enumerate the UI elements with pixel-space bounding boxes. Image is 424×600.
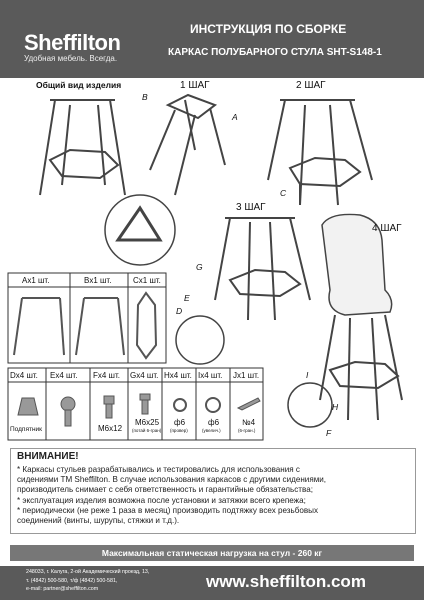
- letter-a-1: A: [232, 112, 238, 122]
- part-d-caption: Подпятник: [10, 426, 43, 433]
- warning-text: [17, 465, 413, 526]
- part-g-caption: М6x25: [135, 418, 160, 427]
- part-g-note: (потай 6-гран): [132, 428, 162, 433]
- part-d-label: Dx4 шт.: [10, 371, 38, 380]
- warning-line: * эксплуатация изделия возможна после установки и затяжки всего крепежа;: [17, 495, 306, 505]
- part-j-note: (6-гран.): [238, 428, 256, 433]
- warning-line: * периодически (не реже 1 раза в месяц) производить подтяжку всех резьбовых: [17, 505, 319, 515]
- letter-c-1: C: [280, 188, 287, 198]
- footer-bar: [0, 566, 424, 600]
- footer-address: [26, 568, 149, 594]
- part-h-label: Hx4 шт.: [164, 371, 192, 380]
- part-i-label: Ix4 шт.: [198, 371, 223, 380]
- part-f-label: Fx4 шт.: [93, 371, 120, 380]
- step2-label: 2 ШАГ: [296, 80, 326, 91]
- brand-slogan: Удобная мебель. Всегда.: [24, 54, 118, 63]
- part-f-caption: М6x12: [98, 424, 123, 433]
- address-line: т. (4842) 500-580, т/ф (4842) 500-581,: [26, 577, 118, 584]
- warning-line: соединений (винты, шурупы, стяжки и т.д.).: [17, 516, 180, 526]
- letter-e-1: E: [184, 293, 190, 303]
- step3-label: 3 ШАГ: [236, 202, 266, 213]
- warning-title: ВНИМАНИЕ!: [17, 451, 79, 462]
- page-title: ИНСТРУКЦИЯ ПО СБОРКЕ: [190, 22, 347, 36]
- overview-frame-drawing: [40, 100, 125, 195]
- address-line: 248033, г. Калуга, 2-ой Академический проезд, 13,: [26, 569, 150, 575]
- part-i-note: (увелич.): [202, 428, 221, 433]
- part-j-caption: №4: [242, 418, 256, 427]
- website-link[interactable]: www.sheffilton.com: [206, 572, 366, 591]
- address-line: e-mail: partner@sheffilton.com: [26, 586, 99, 592]
- warning-line: производитель снимает с себя ответственность и гарантийные обязательства;: [17, 485, 313, 495]
- brand-logo: Sheffilton: [24, 30, 121, 55]
- step1-label: 1 ШАГ: [180, 80, 210, 91]
- letter-h-1: H: [332, 402, 339, 412]
- page-subtitle: КАРКАС ПОЛУБАРНОГО СТУЛА SHT-S148-1: [168, 47, 382, 58]
- letter-i-1: I: [306, 370, 309, 380]
- part-h-caption: ф6: [174, 418, 186, 427]
- step4-label: 4 ШАГ: [372, 223, 402, 234]
- letter-g-1: G: [196, 262, 203, 272]
- step4-chair-drawing: [288, 214, 402, 427]
- step3-drawing: [176, 218, 310, 364]
- warning-line: * Каркасы стульев разрабатывались и тестировались для использования с: [17, 465, 300, 474]
- max-load-banner: Максимальная статическая нагрузка на стул - 260 кг: [10, 545, 414, 561]
- warning-line: сидениями ТМ Sheffilton. В случае использования каркасов с другими сидениями,: [17, 475, 327, 485]
- part-i-caption: ф6: [208, 418, 220, 427]
- part-b-label: Bx1 шт.: [84, 276, 112, 285]
- letter-f-1: F: [326, 428, 332, 438]
- part-a-label: Ax1 шт.: [22, 276, 50, 285]
- overview-label: Общий вид изделия: [36, 80, 122, 90]
- part-e-label: Ex4 шт.: [50, 371, 78, 380]
- part-c-label: Cx1 шт.: [133, 276, 161, 285]
- warning-box: [10, 448, 416, 534]
- part-g-label: Gx4 шт.: [130, 371, 159, 380]
- letter-d-1: D: [176, 306, 183, 316]
- letter-b-1: B: [142, 92, 148, 102]
- part-j-label: Jx1 шт.: [233, 371, 260, 380]
- part-h-note: (провер): [170, 428, 188, 433]
